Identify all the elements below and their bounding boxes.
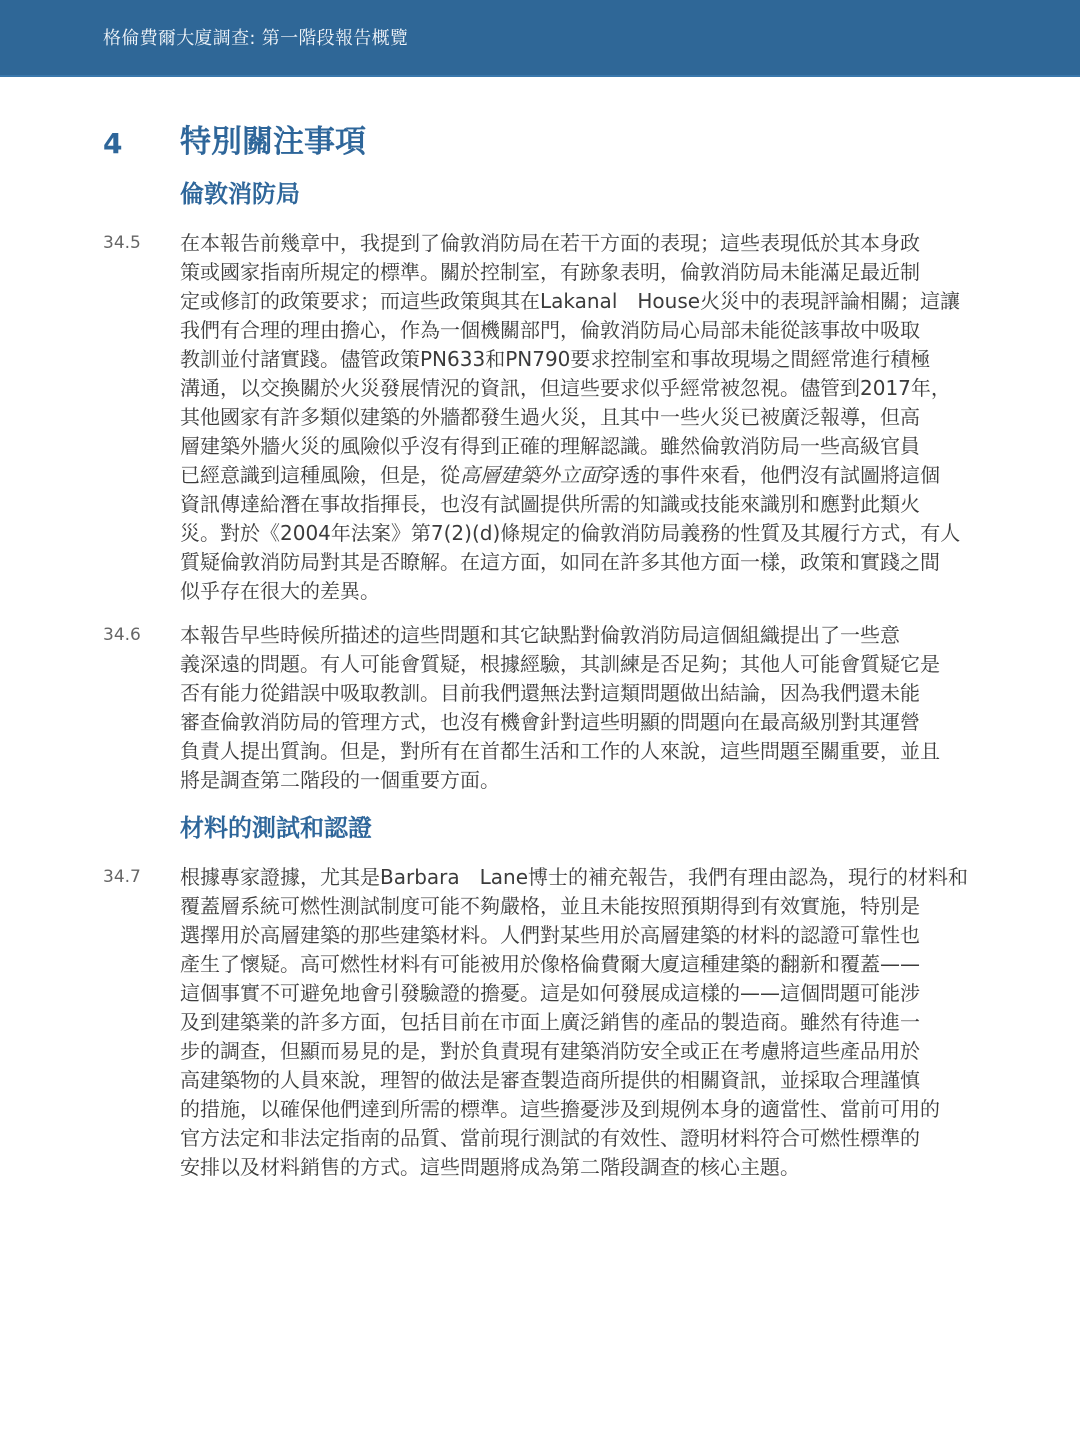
paragraph-line: 覆蓋層系統可燃性測試制度可能不夠嚴格，並且未能按照預期得到有效實施，特別是 [180, 894, 920, 918]
paragraph-34-6 [180, 621, 980, 795]
paragraph-line: 災。對於《2004年法案》第7(2)(d)條規定的倫敦消防局義務的性質及其履行方式，有人 [180, 521, 961, 545]
paragraph-34-5 [180, 229, 980, 606]
paragraph-34-7 [180, 863, 980, 1182]
paragraph-line: 產生了懷疑。高可燃性材料有可能被用於像格倫費爾大廈這種建築的翻新和覆蓋—— [180, 952, 920, 976]
paragraph-line: 本報告早些時候所描述的這些問題和其它缺點對倫敦消防局這個組織提出了一些意 [180, 623, 900, 647]
paragraph-line: 負責人提出質詢。但是，對所有在首都生活和工作的人來說，這些問題至關重要，並且 [180, 739, 940, 763]
paragraph-line: 在本報告前幾章中，我提到了倫敦消防局在若干方面的表現；這些表現低於其本身政 [180, 231, 920, 255]
paragraph-line: 選擇用於高層建築的那些建築材料。人們對某些用於高層建築的材料的認證可靠性也 [180, 923, 920, 947]
paragraph-line: 質疑倫敦消防局對其是否瞭解。在這方面，如同在許多其他方面一樣，政策和實踐之間 [180, 550, 940, 574]
chapter-number: 4 [103, 127, 123, 160]
paragraph-line: 的措施，以確保他們達到所需的標準。這些擔憂涉及到規例本身的適當性、當前可用的 [180, 1097, 940, 1121]
paragraph-number-34-7: 34.7 [103, 867, 141, 887]
paragraph-line: 高建築物的人員來說，理智的做法是審查製造商所提供的相關資訊，並採取合理謹慎 [180, 1068, 920, 1092]
paragraph-line: 審查倫敦消防局的管理方式，也沒有機會針對這些明顯的問題向在最高級別對其運營 [180, 710, 920, 734]
chapter-title: 特別關注事項 [180, 124, 366, 160]
paragraph-line: 步的調查，但顯而易見的是，對於負責現有建築消防安全或正在考慮將這些產品用於 [180, 1039, 920, 1063]
paragraph-line: 及到建築業的許多方面，包括目前在市面上廣泛銷售的產品的製造商。雖然有待進一 [180, 1010, 920, 1034]
paragraph-line: 這個事實不可避免地會引發驗證的擔憂。這是如何發展成這樣的——這個問題可能涉 [180, 981, 920, 1005]
paragraph-line: 似乎存在很大的差異。 [180, 579, 380, 603]
paragraph-line: 定或修訂的政策要求；而這些政策與其在Lakanal House火災中的表現評論相關；這讓 [180, 289, 961, 313]
paragraph-line: 溝通，以交換關於火災發展情況的資訊，但這些要求似乎經常被忽視。儘管到2017年， [180, 376, 951, 400]
paragraph-line: 安排以及材料銷售的方式。這些問題將成為第二階段調查的核心主題。 [180, 1155, 800, 1179]
paragraph-line: 官方法定和非法定指南的品質、當前現行測試的有效性、證明材料符合可燃性標準的 [180, 1126, 920, 1150]
paragraph-line: 否有能力從錯誤中吸取教訓。目前我們還無法對這類問題做出結論，因為我們還未能 [180, 681, 920, 705]
paragraph-number-34-6: 34.6 [103, 625, 141, 645]
paragraph-line: 根據專家證據，尤其是Barbara Lane博士的補充報告，我們有理由認為，現行的材料和 [180, 865, 969, 889]
section-heading-lfb: 倫敦消防局 [180, 180, 300, 208]
section-heading-materials: 材料的測試和認證 [180, 814, 372, 842]
paragraph-line-with-italic [180, 461, 980, 490]
document-running-title: 格倫費爾大廈調查: 第一階段報告概覽 [103, 28, 409, 49]
paragraph-line: 其他國家有許多類似建築的外牆都發生過火災，且其中一些火災已被廣泛報導，但高 [180, 405, 920, 429]
line-text: 已經意識到這種風險，但是，從 [180, 463, 460, 487]
paragraph-line: 層建築外牆火災的風險似乎沒有得到正確的理解認識。雖然倫敦消防局一些高級官員 [180, 434, 920, 458]
paragraph-line: 資訊傳達給潛在事故指揮長，也沒有試圖提供所需的知識或技能來識別和應對此類火 [180, 492, 920, 516]
document-header-bar [0, 0, 1080, 77]
paragraph-line: 我們有合理的理由擔心，作為一個機關部門，倫敦消防局心局部未能從該事故中吸取 [180, 318, 920, 342]
paragraph-line: 策或國家指南所規定的標準。關於控制室，有跡象表明，倫敦消防局未能滿足最近制 [180, 260, 920, 284]
paragraph-line: 義深遠的問題。有人可能會質疑，根據經驗，其訓練是否足夠；其他人可能會質疑它是 [180, 652, 940, 676]
paragraph-line: 將是調查第二階段的一個重要方面。 [180, 768, 500, 792]
paragraph-line: 教訓並付諸實踐。儘管政策PN633和PN790要求控制室和事故現場之間經常進行積極 [180, 347, 931, 371]
paragraph-number-34-5: 34.5 [103, 233, 141, 253]
line-text: 穿透的事件來看，他們沒有試圖將這個 [600, 463, 940, 487]
italic-term-high-rise-facade: 高層建築外立面 [460, 463, 600, 487]
